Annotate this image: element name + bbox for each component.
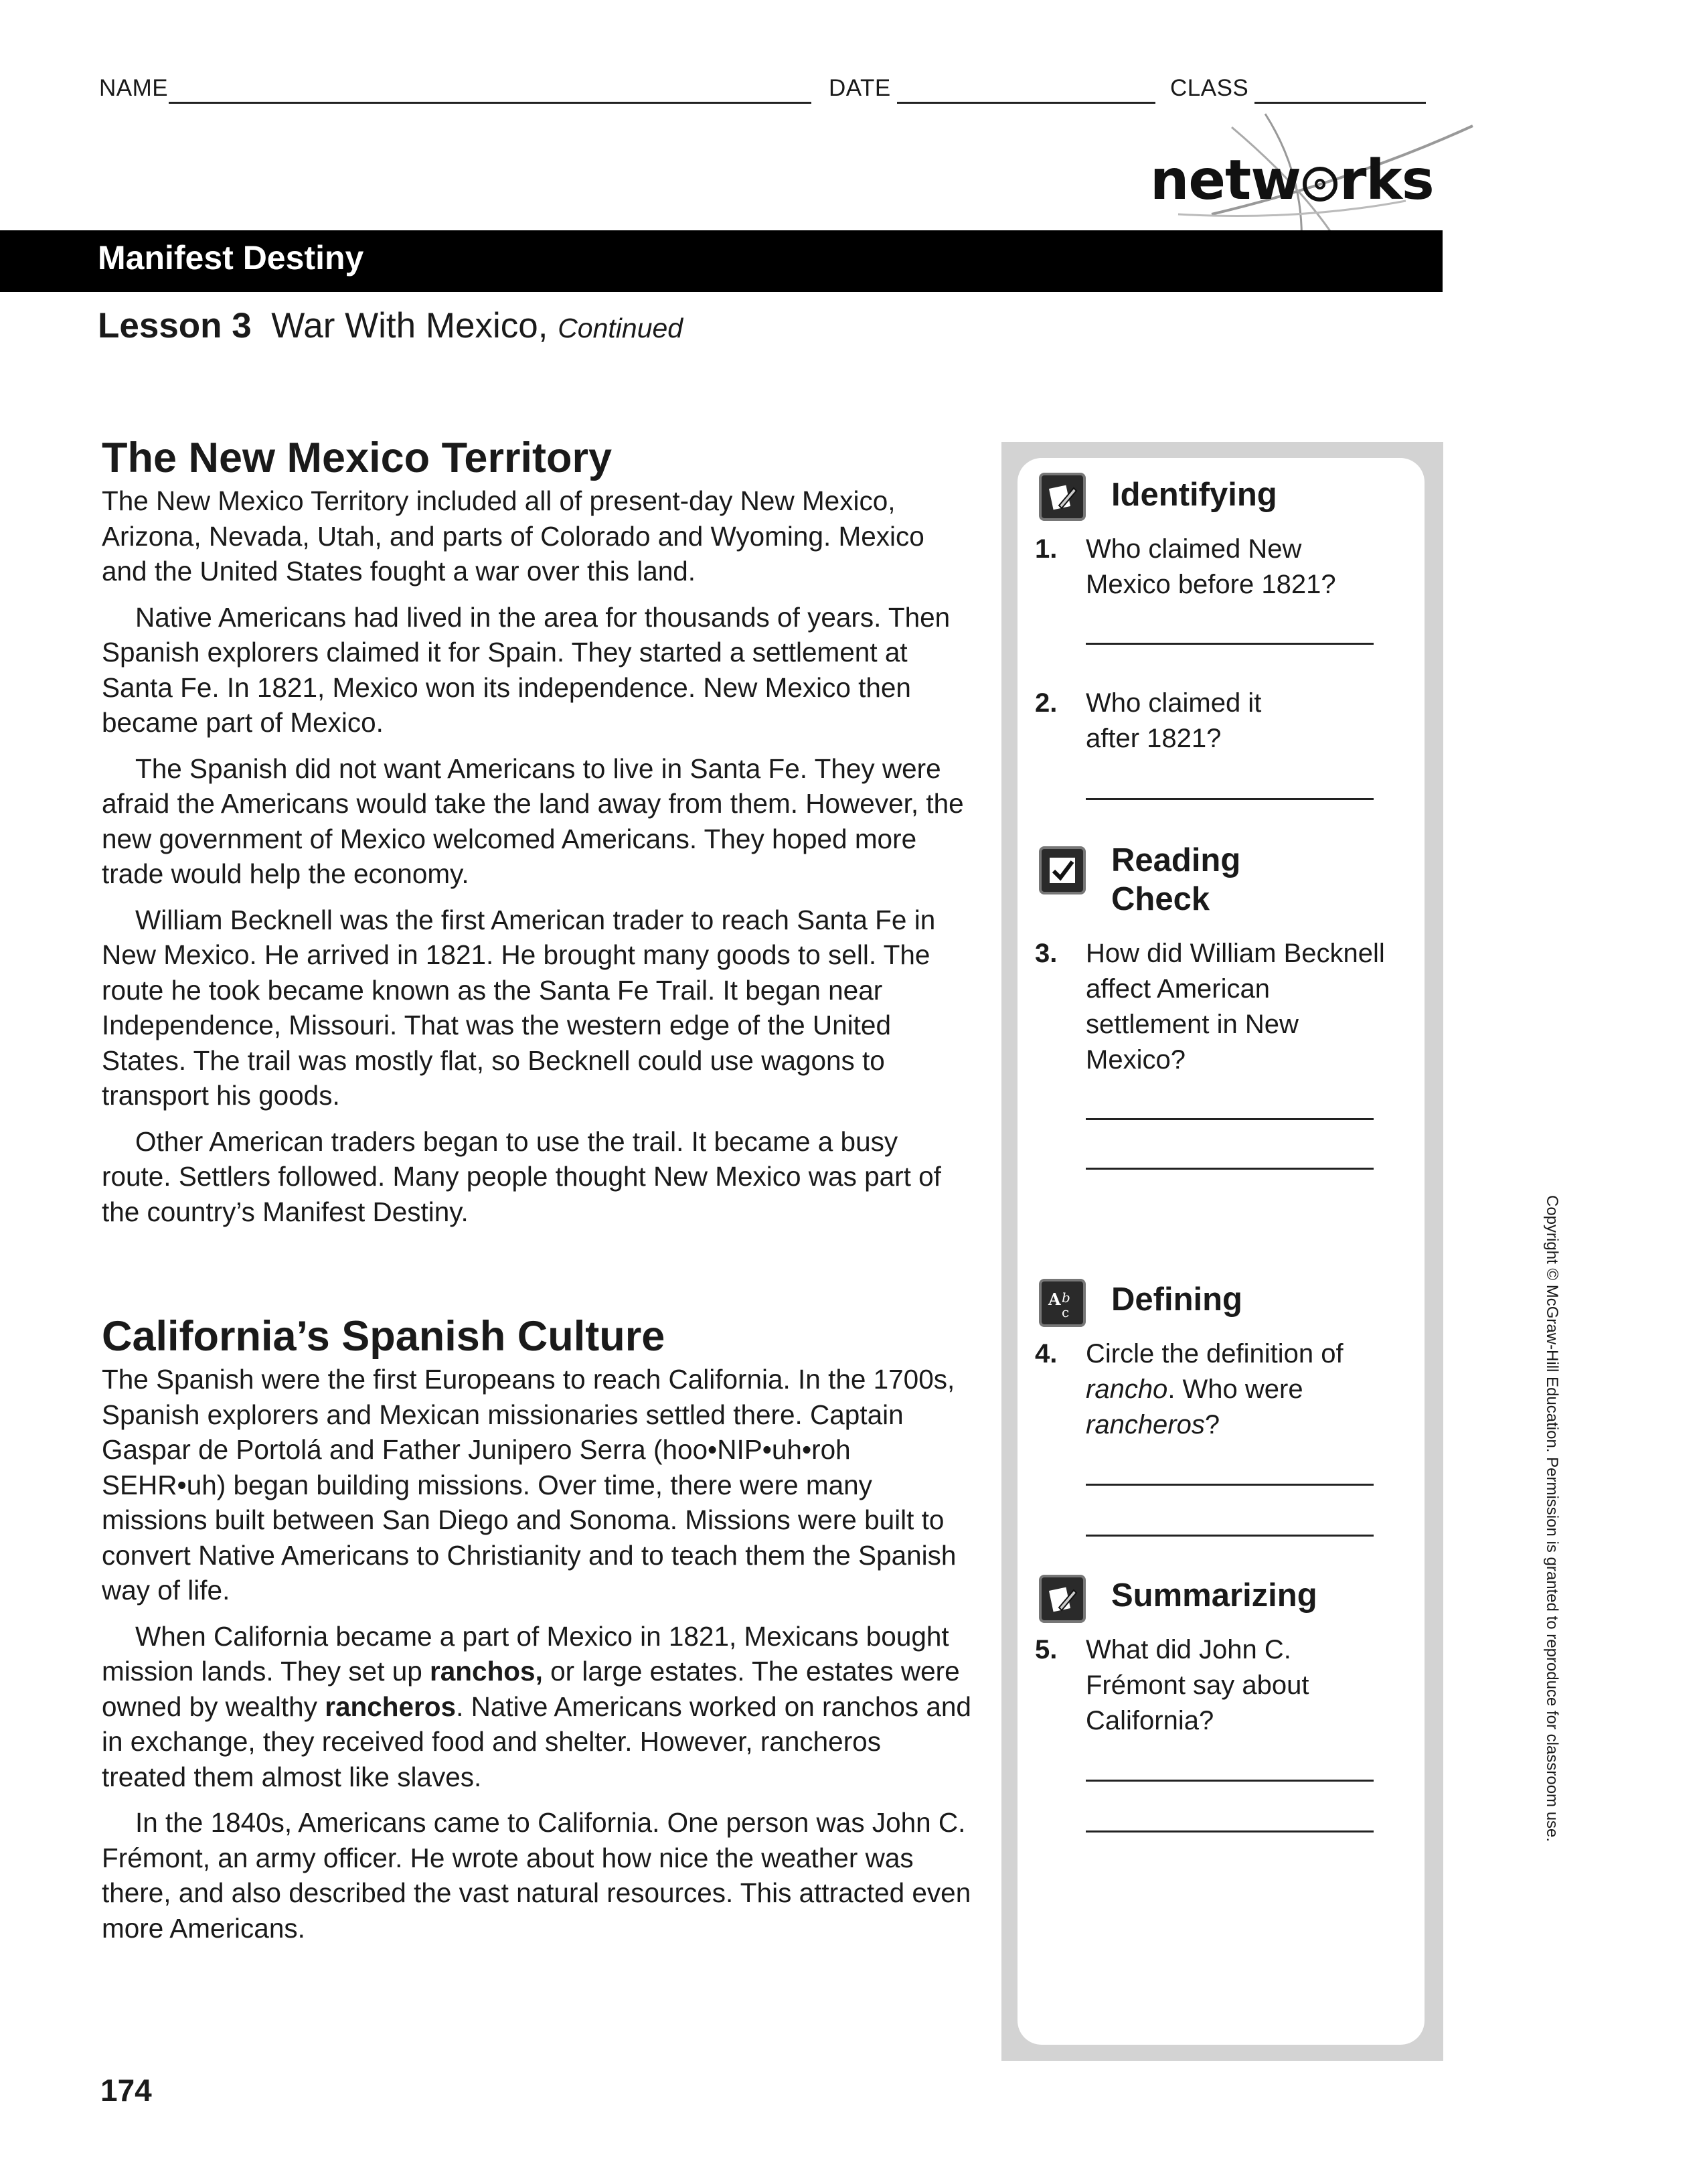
copyright-notice: Copyright © McGraw-Hill Education. Permission is granted to reproduce for classroom use. <box>1543 1195 1561 1843</box>
paragraph: The Spanish were the first Europeans to reach California. In the 1700s, Spanish explorers and Mexican missionaries settled there. Captain Gaspar de Portolá and Father Junipero Serra (hoo•NIP•uh•roh SEHR•uh) began building missions. Over time, there were many missions built between San Diego and Sonoma. Missions were built to convert Native Americans to Christianity and to teach them the Spanish way of life. <box>102 1364 957 1606</box>
date-field[interactable] <box>897 75 1155 104</box>
paragraph: Native Americans had lived in the area for thousands of years. Then Spanish explorers claimed it for Spain. They started a settlement at Santa Fe. In 1821, Mexico won its independence. New Mexico then became part of Mexico. <box>102 601 951 738</box>
answer-line-1[interactable] <box>1086 643 1374 645</box>
defining-heading: Defining <box>1111 1281 1242 1318</box>
term-rancheros: rancheros <box>325 1691 457 1722</box>
question-4: Circle the definition of rancho. Who were rancheros? <box>1086 1339 1344 1439</box>
svg-text:A: A <box>1048 1290 1061 1309</box>
abc-dictionary-icon <box>1039 1279 1086 1327</box>
section-heading: California’s Spanish Culture <box>102 1313 665 1360</box>
question-3: How did William Becknell affect American settlement in New Mexico? <box>1086 939 1385 1075</box>
paragraph: In the 1840s, Americans came to California. One person was John C. Frémont, an army officer. He wrote about how nice the weather was there, and also described the vast natural resources. This attracted even more Americans. <box>102 1807 971 1944</box>
paragraph: The New Mexico Territory included all of present-day New Mexico, Arizona, Nevada, Utah, and parts of Colorado and Wyoming. Mexico and the United States fought a war over this land. <box>102 485 924 587</box>
networks-logo: netw rks <box>1150 149 1434 212</box>
summarizing-heading: Summarizing <box>1111 1577 1317 1614</box>
class-field[interactable] <box>1254 75 1426 104</box>
paragraph: Other American traders began to use the trail. It became a busy route. Settlers followed. Many people thought New Mexico was part of the country’s Manifest Destiny. <box>102 1125 941 1227</box>
question-number: 4. <box>1035 1339 1058 1369</box>
question-5: What did John C. Frémont say about California? <box>1086 1635 1309 1735</box>
checkmark-icon <box>1039 846 1086 894</box>
pencil-notepad-icon <box>1039 1575 1086 1623</box>
section-new-mexico <box>102 433 972 1240</box>
question-number: 3. <box>1035 939 1058 968</box>
class-label: CLASS <box>1170 75 1249 101</box>
answer-line-4a[interactable] <box>1086 1484 1374 1486</box>
question-2: Who claimed it after 1821? <box>1086 688 1262 753</box>
reading-check-heading: Reading Check <box>1111 842 1241 917</box>
logo-target-icon <box>1303 167 1337 202</box>
svg-text:c: c <box>1062 1304 1070 1320</box>
answer-line-4b[interactable] <box>1086 1535 1374 1537</box>
answer-line-3b[interactable] <box>1086 1168 1374 1170</box>
answer-line-5b[interactable] <box>1086 1830 1374 1832</box>
term-ranchos: ranchos, <box>430 1656 543 1687</box>
paragraph: William Becknell was the first American trader to reach Santa Fe in New Mexico. He arrived in 1821. He brought many goods to sell. The route he took became known as the Santa Fe Trail. It began near Independence, Missouri. That was the western edge of the United States. The trail was mostly flat, so Becknell could use wagons to transport his goods. <box>102 904 936 1111</box>
name-label: NAME <box>99 75 169 101</box>
question-number: 2. <box>1035 688 1058 718</box>
answer-line-2[interactable] <box>1086 798 1374 800</box>
lesson-title: Lesson 3 War With Mexico, Continued <box>98 306 683 345</box>
identifying-heading: Identifying <box>1111 477 1277 513</box>
question-number: 1. <box>1035 534 1058 564</box>
section-heading: The New Mexico Territory <box>102 435 613 481</box>
paragraph: When California became a part of Mexico in 1821, Mexicans bought mission lands. They set up ranchos, or large estates. The estates were owned by wealthy rancheros. Native Americans worked on ranchos and in exchange, they received food and shelter. However, rancheros treated them almost like slaves. <box>102 1620 971 1792</box>
paragraph: The Spanish did not want Americans to live in Santa Fe. They were afraid the Americans would take the land away from them. However, the new government of Mexico welcomed Americans. They hoped more trade would help the economy. <box>102 753 964 889</box>
date-label: DATE <box>829 75 891 101</box>
page-number: 174 <box>100 2073 152 2108</box>
svg-text:b: b <box>1062 1290 1070 1306</box>
banner-title: Manifest Destiny <box>98 239 364 277</box>
question-1: Who claimed New Mexico before 1821? <box>1086 534 1336 599</box>
name-field[interactable] <box>169 75 811 104</box>
question-number: 5. <box>1035 1635 1058 1664</box>
answer-line-5a[interactable] <box>1086 1780 1374 1782</box>
answer-line-3a[interactable] <box>1086 1118 1374 1120</box>
pencil-notepad-icon <box>1039 473 1086 521</box>
section-california <box>102 1311 972 1956</box>
